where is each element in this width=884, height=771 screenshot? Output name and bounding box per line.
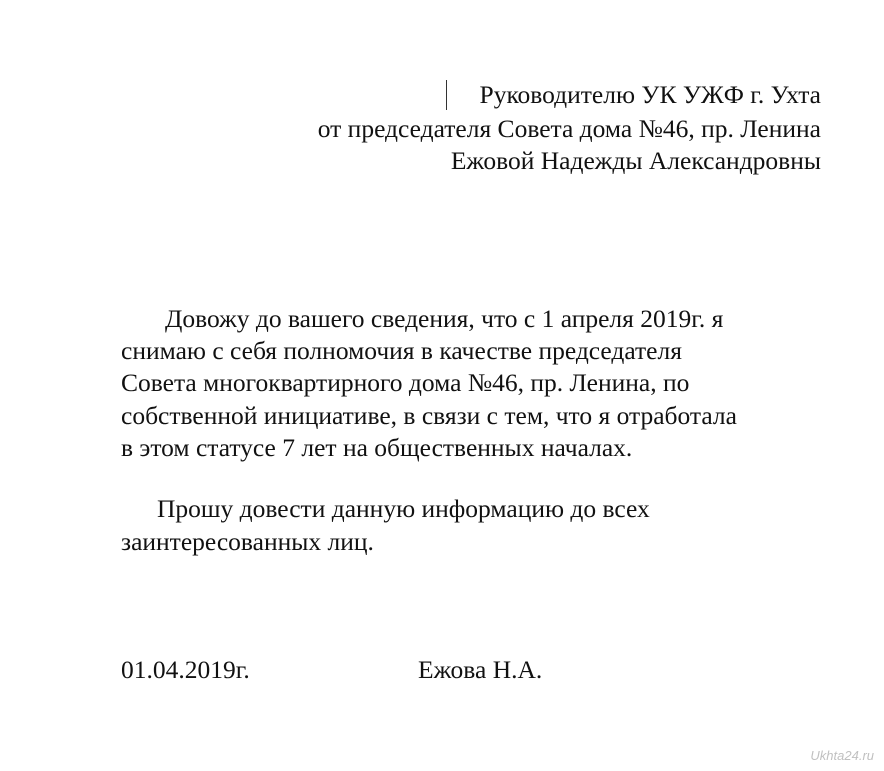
paragraph-1-line-1: Довожу до вашего сведения, что с 1 апреля 2019г. я [165,304,724,333]
paragraph-2-line-1: Прошу довести данную информацию до всех [157,494,650,523]
paragraph-1-line-2: снимаю с себя полномочия в качестве председателя [121,336,682,365]
watermark: Ukhta24.ru [810,748,874,763]
paragraph-1-line-3: Совета многоквартирного дома №46, пр. Ленина, по [121,368,690,397]
paragraph-1-line-4: собственной инициативе, в связи с тем, что я отработала [121,401,737,430]
addressee-line-2: от председателя Совета дома №46, пр. Ленина [317,114,821,143]
addressee-line-1: Руководителю УК УЖФ г. Ухта [479,80,821,109]
text-cursor [446,80,447,110]
paragraph-2-line-2: заинтересованных лиц. [121,527,374,556]
signature: Ежова Н.А. [418,655,543,684]
paragraph-1-line-5: в этом статусе 7 лет на общественных началах. [121,433,633,462]
document-date: 01.04.2019г. [121,655,250,684]
addressee-line-3: Ежовой Надежды Александровны [450,146,821,175]
